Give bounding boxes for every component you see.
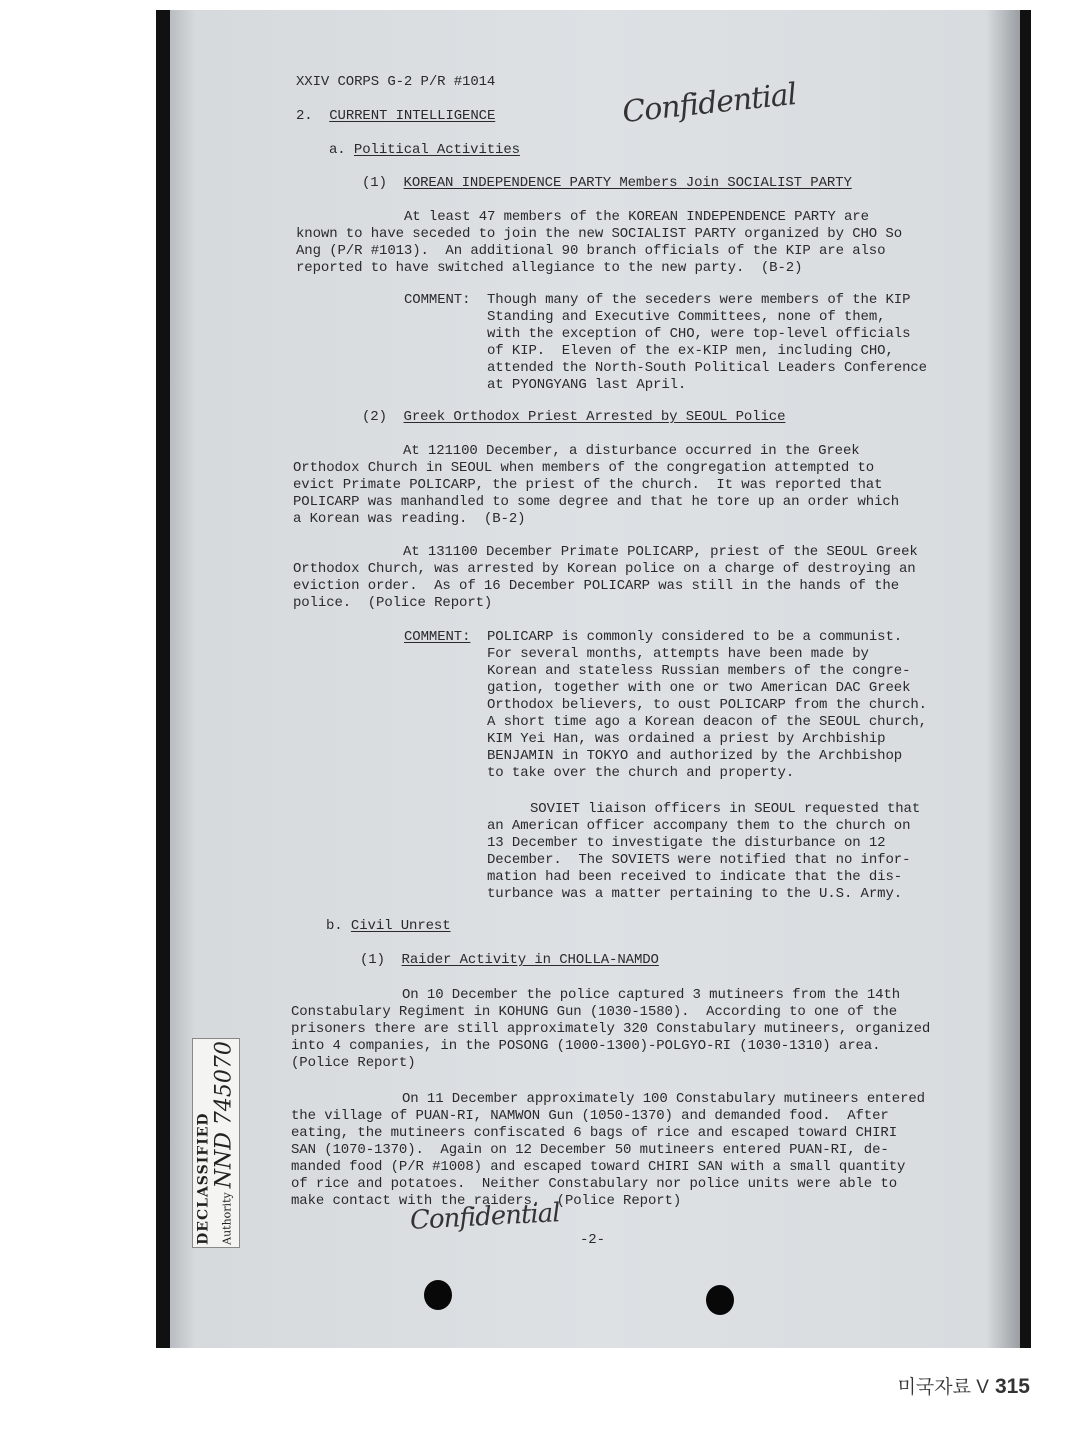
text-line: BENJAMIN in TOKYO and authorized by the Archbishop [487,748,903,764]
text-line: Standing and Executive Committees, none of them, [487,309,886,325]
item-title: Raider Activity in CHOLLA-NAMDO [401,952,659,968]
text-line: SOVIET liaison officers in SEOUL requested that [530,801,921,817]
subsection-heading-political [329,142,520,159]
text-line: At 131100 December Primate POLICARP, priest of the SEOUL Greek [403,544,918,560]
item-number: (2) [362,409,387,425]
stamp-authority: Authority [220,1192,234,1245]
text-line: prisoners there are still approximately 320 Constabulary mutineers, organized [291,1021,931,1037]
section-heading [296,108,495,125]
item-title: KOREAN INDEPENDENCE PARTY Members Join SOCIALIST PARTY [403,175,852,191]
text-line: Orthodox Church, was arrested by Korean police on a charge of destroying an [293,561,916,577]
paragraph-mutineers-captured [291,987,930,1072]
text-line: At least 47 members of the KOREAN INDEPENDENCE PARTY are [404,209,869,225]
text-line: For several months, attempts have been made by [487,646,869,662]
text-line: A short time ago a Korean deacon of the SEOUL church, [487,714,927,730]
item-title: Greek Orthodox Priest Arrested by SEOUL Police [403,409,786,425]
item-number: (1) [360,952,385,968]
declassified-stamp [192,1038,240,1248]
item-number: (1) [362,175,387,191]
text-line: At 121100 December, a disturbance occurred in the Greek [403,443,860,459]
text-line: KIM Yei Han, was ordained a priest by Archbiship [487,731,886,747]
text-line: attended the North-South Political Leaders Conference [487,360,927,376]
paragraph-arrest [293,544,918,612]
handwritten-confidential-bottom: Confidential [409,1198,561,1236]
section-title: CURRENT INTELLIGENCE [329,108,496,124]
comment-soviet [487,801,920,903]
item-heading-raider [360,952,659,969]
text-line: On 10 December the police captured 3 mutineers from the 14th [402,987,901,1003]
text-line: Though many of the seceders were members of the KIP [487,292,911,308]
text-line: Korean and stateless Russian members of the congre- [487,663,911,679]
text-line: Orthodox Church in SEOUL when members of the congregation attempted to [293,460,875,476]
text-line: eating, the mutineers confiscated 6 bags of rice and escaped toward CHIRI [291,1125,898,1141]
text-line: an American officer accompany them to the church on [487,818,911,834]
page-number: -2- [580,1232,605,1248]
text-line: known to have seceded to join the new SOCIALIST PARTY organized by CHO So [296,226,903,242]
comment-policarp [487,629,927,782]
footer-page-number: 315 [994,1375,1030,1398]
text-line: POLICARP was manhandled to some degree and that he tore up an order which [293,494,900,510]
text-line: turbance was a matter pertaining to the U.S. Army. [487,886,903,902]
paragraph-disturbance [293,443,899,528]
text-line: police. (Police Report) [293,595,493,611]
text-line: reported to have switched allegiance to the new party. (B-2) [296,260,803,276]
punch-hole [706,1285,734,1315]
stamp-title: DECLASSIFIED [195,1112,212,1245]
text-line: with the exception of CHO, were top-level officials [487,326,911,342]
text-line: into 4 companies, in the POSONG (1000-1300)-POLGYO-RI (1030-1310) area. [291,1038,881,1054]
footer-label: 미국자료 V [897,1377,989,1398]
text-line: evict Primate POLICARP, the priest of the church. It was reported that [293,477,883,493]
text-line: at PYONGYANG last April. [487,377,687,393]
text-line: Orthodox believers, to oust POLICARP from the church. [487,697,927,713]
handwritten-confidential-top: Confidential [620,76,798,131]
text-line: SAN (1070-1370). Again on 12 December 50 mutineers entered PUAN-RI, de- [291,1142,889,1158]
text-line: (Police Report) [291,1055,416,1071]
section-number: 2. [296,108,313,124]
text-line: POLICARP is commonly considered to be a communist. [487,629,903,645]
text-line: Ang (P/R #1013). An additional 90 branch officials of the KIP are also [296,243,886,259]
text-line: manded food (P/R #1008) and escaped toward CHIRI SAN with a small quantity [291,1159,906,1175]
comment-label: COMMENT: [404,629,471,645]
text-line: of KIP. Eleven of the ex-KIP men, including CHO, [487,343,894,359]
subsection-title: Political Activities [353,142,520,158]
subsection-heading-civil [326,918,451,935]
item-heading-kip [362,175,852,192]
document-reference: XXIV CORPS G-2 P/R #1014 [296,74,496,90]
text-line: of rice and potatoes. Neither Constabulary nor police units were able to [291,1176,898,1192]
subsection-letter: a. [329,142,346,158]
item-heading-priest [362,409,785,426]
text-line: 13 December to investigate the disturbance on 12 [487,835,886,851]
comment-label: COMMENT: [404,292,471,308]
text-line: December. The SOVIETS were notified that no infor- [487,852,911,868]
subsection-title: Civil Unrest [350,918,451,934]
paragraph-kip [296,209,902,277]
paragraph-puan-ri [291,1091,925,1210]
text-line: a Korean was reading. (B-2) [293,511,526,527]
comment-kip [487,292,927,394]
text-line: the village of PUAN-RI, NAMWON Gun (1050-1370) and demanded food. After [291,1108,889,1124]
text-line: Constabulary Regiment in KOHUNG Gun (1030-1580). According to one of the [291,1004,898,1020]
page-footer [898,1372,1030,1399]
text-line: make contact with the raiders. (Police Report) [291,1193,682,1209]
punch-hole [424,1280,452,1310]
text-line: On 11 December approximately 100 Constabulary mutineers entered [402,1091,925,1107]
text-line: gation, together with one or two American DAC Greek [487,680,911,696]
text-line: eviction order. As of 16 December POLICARP was still in the hands of the [293,578,900,594]
text-line: to take over the church and property. [487,765,795,781]
subsection-letter: b. [326,918,343,934]
text-line: mation had been received to indicate that the dis- [487,869,903,885]
stamp-number: NND 745070 [211,1041,237,1189]
